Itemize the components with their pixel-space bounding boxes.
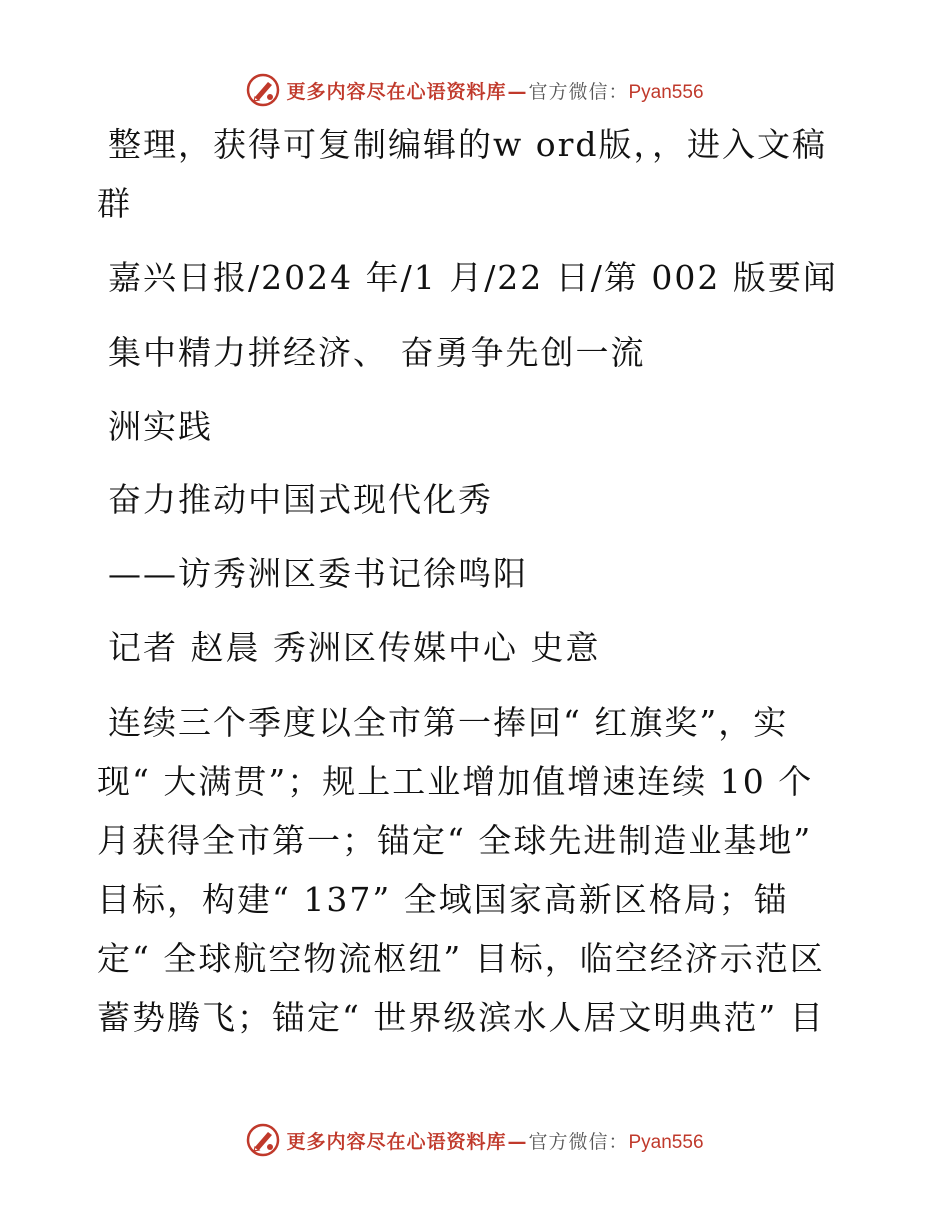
- source-line: 嘉兴日报/2024 年/1 月/22 日/第 002 版要闻: [108, 258, 838, 297]
- body-line: 连续三个季度以全市第一捧回“ 红旗奖”，实: [108, 703, 789, 742]
- header-wechat-label: 官方微信：: [528, 80, 629, 103]
- headline-2: 洲实践: [108, 407, 213, 446]
- footer-dash: —: [507, 1130, 528, 1153]
- header-brand-text: 更多内容尽在心语资料库: [286, 80, 507, 103]
- footer-banner: [0, 1120, 950, 1160]
- header-dash: —: [507, 80, 528, 103]
- footer-banner-text: [286, 1127, 703, 1154]
- body-line: 定“ 全球航空物流枢纽” 目标，临空经济示范区: [97, 939, 825, 978]
- body-line: 蓄势腾飞；锚定“ 世界级滨水人居文明典范” 目: [97, 998, 825, 1037]
- headline-1: 集中精力拼经济、 奋勇争先创一流: [108, 333, 646, 372]
- body-line: 月获得全市第一；锚定“ 全球先进制造业基地”: [97, 821, 813, 860]
- header-banner-text: [286, 77, 703, 104]
- pen-seal-icon: [246, 1123, 280, 1157]
- subtitle: ——访秀洲区委书记徐鸣阳: [108, 554, 528, 593]
- footer-wechat-id: Pyan556: [628, 1131, 704, 1153]
- footer-wechat-label: 官方微信：: [528, 1130, 629, 1153]
- header-wechat-id: Pyan556: [628, 81, 704, 103]
- body-line: 目标，构建“ 137” 全域国家高新区格局；锚: [97, 880, 789, 919]
- header-banner: [0, 70, 950, 110]
- intro-line-1: 整理，获得可复制编辑的w ord版，，进入文稿: [108, 125, 828, 164]
- byline: 记者 赵晨 秀洲区传媒中心 史意: [108, 628, 601, 667]
- body-line: 现“ 大满贯”；规上工业增加值增速连续 10 个: [97, 762, 814, 801]
- headline-3: 奋力推动中国式现代化秀: [108, 480, 493, 519]
- pen-seal-icon: [246, 73, 280, 107]
- intro-line-2: 群: [97, 184, 132, 223]
- footer-brand-text: 更多内容尽在心语资料库: [286, 1130, 507, 1153]
